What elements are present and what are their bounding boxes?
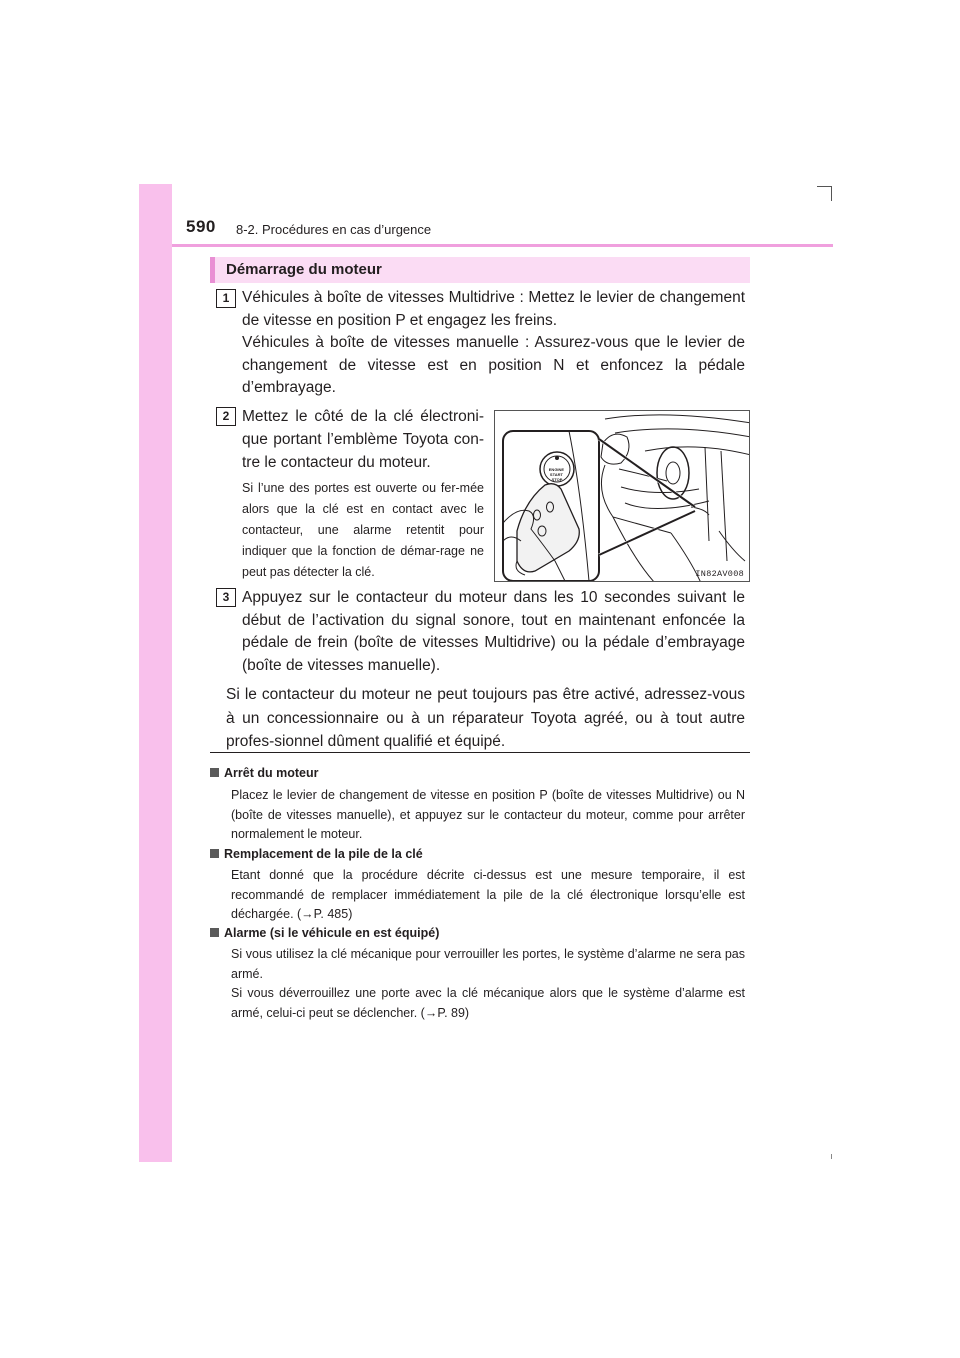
info-text: Placez le levier de changement de vitesse en position P (boîte de vitesses Multidrive) ou N (boîte de vitesses manuelle), et appuyez sur le contacteur du moteur, comme pour arrêter normalement le moteur. [231,788,745,841]
page-number: 590 [186,217,216,236]
fig-button-label: START [549,472,563,477]
divider [210,752,750,753]
section-heading: Démarrage du moteur [226,261,382,278]
section-heading-box [210,257,750,283]
square-bullet-icon [210,849,219,858]
info-heading: Alarme (si le véhicule en est équipé) [210,926,439,940]
illustration-drawing [495,411,750,582]
header-rule [172,244,833,247]
step-badge: 1 [216,289,236,308]
step-badge: 3 [216,588,236,607]
info-text: Si vous déverrouillez une porte avec la clé mécanique alors que le système d’alarme est armé, celui-ci peut se déclencher. (→P. 89) [231,986,745,1020]
crop-mark [817,186,832,187]
step-2-note: Si l’une des portes est ouverte ou fer-mée alors que la clé est en contact avec le contacteur, une alarme retentit pour indiquer que la fonction de démar-rage ne peut pas détecter la clé. [242,481,484,579]
info-text: Si vous utilisez la clé mécanique pour verrouiller les portes, le système d’alarme ne sera pas armé. [231,947,745,981]
info-heading: Arrêt du moteur [210,766,318,780]
crop-mark [831,186,832,201]
closing-text: Si le contacteur du moteur ne peut toujours pas être activé, adressez-vous à un concessionnaire ou à un réparateur Toyota agréé, ou à tout autre profes-sionnel dûment qualifié et équipé. [226,686,745,750]
step-1-text-a: Véhicules à boîte de vitesses Multidrive : Mettez le levier de changement de vitesse en position P et engagez les freins. [242,289,745,329]
step-2-text: Mettez le côté de la clé électroni-que portant l’emblème Toyota con-tre le contacteur du moteur. [242,408,484,471]
info-heading: Remplacement de la pile de la clé [210,847,423,861]
figure-code: IN82AV008 [695,569,744,579]
section-title: 8-2. Procédures en cas d’urgence [236,222,432,237]
fig-button-label: ENGINE [548,467,565,472]
crop-mark [831,1154,832,1159]
step-1-text-b: Véhicules à boîte de vitesses manuelle : Assurez-vous que le levier de changement de vitesse est en position N et enfoncez la pédale d’embrayage. [242,334,745,396]
side-tab-bar [139,184,172,1162]
square-bullet-icon [210,768,219,777]
step-badge: 2 [216,407,236,426]
key-to-switch-illustration [494,410,750,582]
info-text: Etant donné que la procédure décrite ci-dessus est une mesure temporaire, il est recommandé de remplacer immédiatement la pile de la clé électronique lorsqu’elle est déchargée. (→P. 485) [231,868,745,921]
square-bullet-icon [210,928,219,937]
step-3-text: Appuyez sur le contacteur du moteur dans les 10 secondes suivant le début de l’activation du signal sonore, tout en maintenant enfoncée la pédale de frein (boîte de vitesses Multidrive) ou la pédale d’embrayage (boîte de vitesses manuelle). [242,589,745,674]
fig-button-label: STOP [551,477,563,482]
